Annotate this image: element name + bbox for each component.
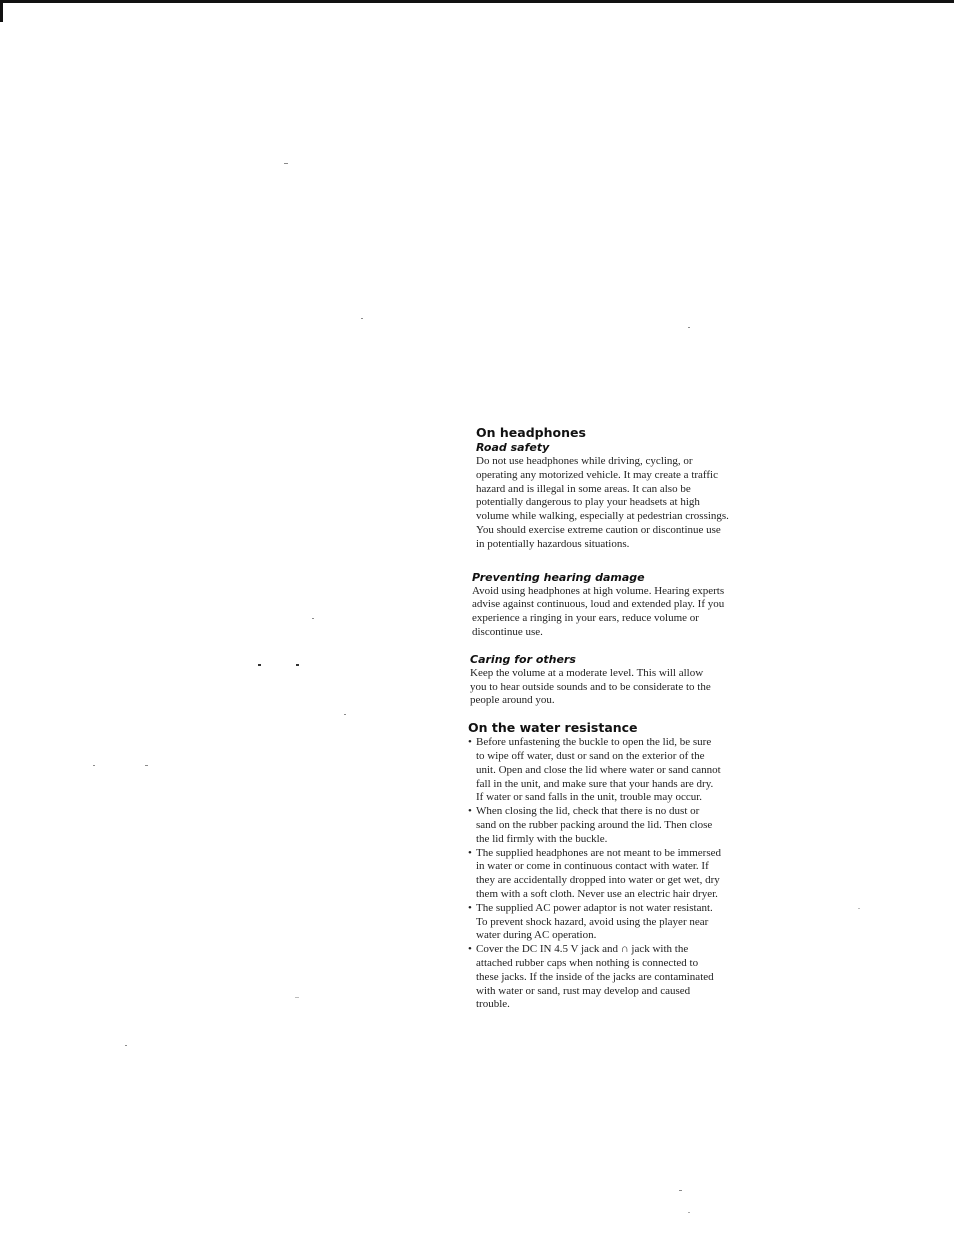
list-item: • When closing the lid, check that there is no dust or sand on the rubber packing around the lid. Then close the lid firmly with the buckle. [468, 805, 722, 846]
scan-speck [284, 163, 288, 164]
scan-speck [295, 997, 299, 998]
scan-speck [296, 664, 299, 666]
scan-speck [125, 1045, 127, 1046]
hearing-damage-text: Avoid using headphones at high volume. Hearing experts advise against continuous, loud and extended play. If you experience a ringing in your ears, reduce volume or discontinue use. [472, 584, 725, 638]
top-rule [0, 0, 954, 3]
caring-others-title: Caring for others [470, 652, 576, 666]
scan-speck [858, 908, 860, 909]
scan-speck [361, 318, 363, 319]
scan-speck [312, 618, 314, 619]
scan-speck [344, 714, 346, 715]
list-item: • Cover the DC IN 4.5 V jack and ∩ jack with the attached rubber caps when nothing is connected to these jacks. If the inside of the jacks are contaminated with water or sand, rust may develop and caused trouble. [468, 943, 722, 1012]
hearing-damage-title: Preventing hearing damage [472, 570, 645, 584]
road-safety-title: Road safety [476, 441, 550, 454]
list-item: • Before unfastening the buckle to open the lid, be sure to wipe off water, dust or sand on the exterior of the unit. Open and close the lid where water or sand cannot fall in the unit, and make sure that your hands are dry. If water or sand falls in the unit, trouble may occur. [468, 736, 722, 805]
headphones-section [466, 425, 736, 708]
water-resistance-heading: On the water resistance [468, 720, 638, 736]
road-safety-text: Do not use headphones while driving, cycling, or operating any motorized vehicle. It may create a traffic hazard and is illegal in some areas. It can also be potentially dangerous to play your headsets at high volume while walking, especially at pedestrian crossings. You should exercise extreme caution or discontinue use in potentially hazardous situations. [476, 455, 729, 550]
scan-speck [258, 664, 261, 666]
hearing-damage-block [472, 571, 736, 640]
list-item: • The supplied AC power adaptor is not water resistant. To prevent shock hazard, avoid using the player near water during AC operation. [468, 902, 722, 943]
scan-speck [145, 765, 148, 766]
text-column [466, 425, 736, 1012]
scan-speck [679, 1190, 682, 1191]
water-resistance-list [468, 736, 722, 1012]
scan-speck [688, 327, 690, 328]
road-safety-block [476, 441, 736, 552]
water-resistance-section [466, 720, 736, 1012]
left-edge-mark [0, 0, 3, 22]
caring-others-block [470, 653, 736, 708]
list-item: • The supplied headphones are not meant to be immersed in water or come in continuous contact with water. If they are accidentally dropped into water or get wet, dry them with a soft cloth. Never use an electric hair dryer. [468, 847, 722, 902]
headphones-heading: On headphones [476, 425, 586, 440]
scan-speck [93, 765, 95, 766]
caring-others-text: Keep the volume at a moderate level. This will allow you to hear outside sounds and to be considerate to the people around you. [470, 666, 711, 707]
scan-speck [688, 1212, 690, 1213]
